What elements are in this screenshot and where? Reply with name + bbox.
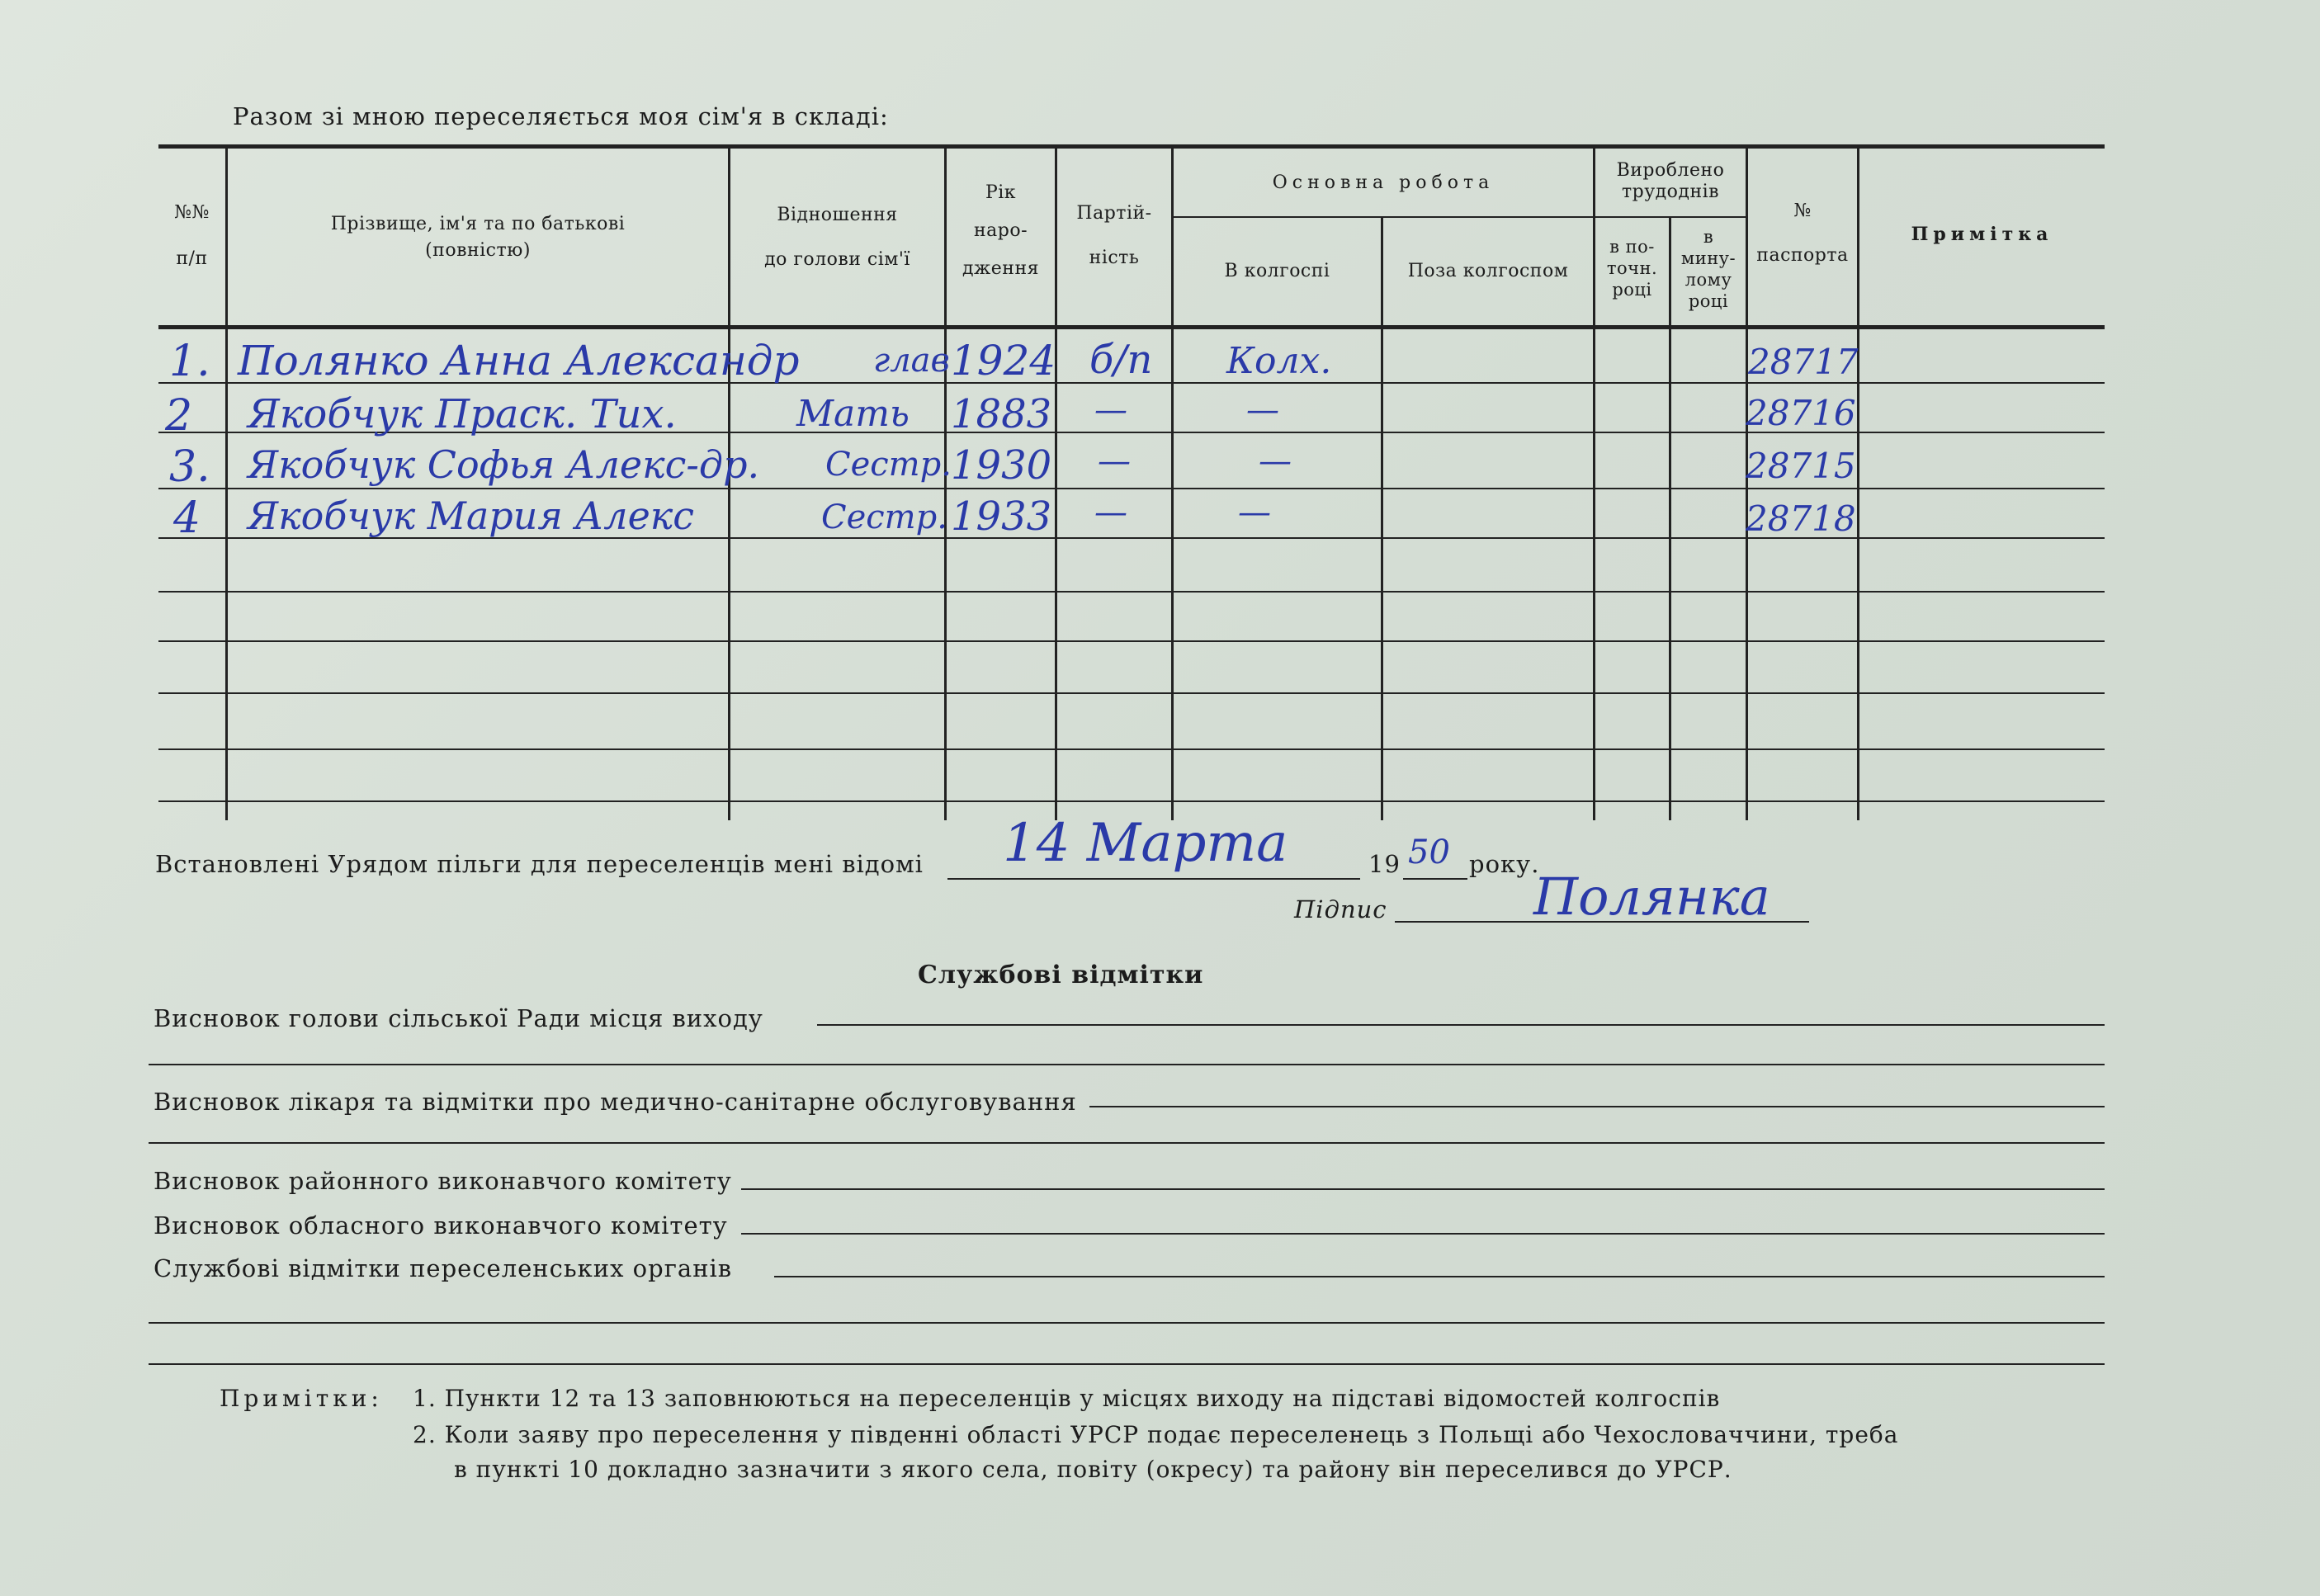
row-1-party: б/п bbox=[1089, 337, 1153, 383]
official-line-3-fill bbox=[741, 1188, 2105, 1190]
header-note: Примітка bbox=[1911, 224, 2053, 245]
row-line bbox=[158, 748, 2105, 750]
signature-handwritten: Полянка bbox=[1533, 866, 1770, 927]
official-line-2-fill bbox=[1089, 1106, 2105, 1107]
official-line-4-fill bbox=[741, 1233, 2105, 1235]
note-3: в пункті 10 докладно зазначити з якого села, повіту (окресу) та району він переселився до УРСР. bbox=[454, 1456, 1732, 1483]
row-3-kolhosp: — bbox=[1259, 442, 1292, 480]
header-workdays-current: в по- точн. році bbox=[1606, 237, 1658, 300]
row-2-kolhosp: — bbox=[1246, 391, 1279, 429]
signature-label: Підпис bbox=[1294, 895, 1387, 923]
year-prefix: 19 bbox=[1368, 850, 1401, 878]
row-1-passport: 28717 bbox=[1748, 342, 1859, 382]
col-line bbox=[1857, 147, 1859, 820]
row-3-year: 1930 bbox=[951, 442, 1052, 489]
row-2-name: Якобчук Праск. Тих. bbox=[248, 391, 677, 437]
row-2-relation: Мать bbox=[796, 393, 910, 435]
official-blank-line bbox=[149, 1322, 2105, 1324]
row-1-relation: глав bbox=[873, 342, 950, 380]
official-blank-line bbox=[149, 1064, 2105, 1065]
row-4-party: — bbox=[1094, 493, 1127, 531]
year-suffix-handwritten: 50 bbox=[1408, 833, 1450, 871]
header-workdays: Вироблено трудоднів bbox=[1616, 160, 1725, 202]
header-relation: Відношення до голови сім'ї bbox=[764, 205, 910, 270]
col-line bbox=[1171, 147, 1174, 820]
row-4-kolhosp: — bbox=[1238, 493, 1271, 531]
row-line bbox=[158, 640, 2105, 642]
official-line-2: Висновок лікаря та відмітки про медично-санітарне обслуговування bbox=[154, 1088, 1077, 1116]
row-line bbox=[158, 800, 2105, 802]
row-3-passport: 28715 bbox=[1746, 446, 1856, 486]
intro-text: Разом зі мною переселяється моя сім'я в складі: bbox=[233, 102, 889, 130]
row-3-party: — bbox=[1098, 442, 1131, 480]
row-3-number: 3. bbox=[169, 442, 210, 492]
row-4-number: 4 bbox=[173, 493, 201, 543]
row-line bbox=[158, 591, 2105, 593]
year-suffix-line bbox=[1403, 878, 1467, 880]
header-year: Рік наро- дження bbox=[962, 182, 1039, 279]
header-party: Партій- ність bbox=[1076, 203, 1152, 268]
row-3-name: Якобчук Софья Алекс-др. bbox=[248, 442, 760, 487]
row-line bbox=[158, 488, 2105, 489]
table-header-bottom-border bbox=[158, 325, 2105, 329]
row-4-year: 1933 bbox=[951, 493, 1052, 540]
header-work-outside: Поза колгоспом bbox=[1407, 261, 1569, 281]
benefits-date-line bbox=[947, 878, 1360, 880]
official-blank-line bbox=[149, 1363, 2105, 1365]
workdays-subheader-line bbox=[1594, 216, 1746, 218]
official-line-5: Службові відмітки переселенських органів bbox=[154, 1254, 733, 1282]
header-num: №№ п/п bbox=[174, 202, 210, 269]
row-2-year: 1883 bbox=[951, 391, 1052, 437]
official-line-4: Висновок обласного виконавчого комітету bbox=[154, 1211, 728, 1239]
header-workdays-past: в мину- лому році bbox=[1680, 227, 1736, 311]
header-work-in-kolhosp: В колгоспі bbox=[1224, 261, 1330, 281]
official-line-1: Висновок голови сільської Ради місця виходу bbox=[154, 1004, 763, 1032]
note-1: 1. Пункти 12 та 13 заповнюються на переселенців у місцях виходу на підставі відомостей колгоспів bbox=[413, 1385, 1721, 1412]
table-top-border bbox=[158, 144, 2105, 149]
header-main-work: Основна робота bbox=[1272, 172, 1495, 193]
row-3-relation: Сестр. bbox=[825, 446, 952, 484]
official-line-5-fill bbox=[774, 1276, 2105, 1277]
row-1-name: Полянко Анна Александр bbox=[238, 337, 800, 385]
row-2-number: 2 bbox=[165, 391, 193, 441]
official-marks-title: Службові відмітки bbox=[918, 961, 1204, 989]
official-line-1-fill bbox=[817, 1024, 2105, 1026]
row-1-kolhosp: Колх. bbox=[1226, 340, 1332, 382]
row-2-passport: 28716 bbox=[1746, 393, 1856, 433]
row-line bbox=[158, 692, 2105, 694]
work-subheader-line bbox=[1172, 216, 1593, 218]
row-1-year: 1924 bbox=[951, 337, 1056, 385]
benefits-label: Встановлені Урядом пільги для переселенців мені відомі bbox=[155, 850, 924, 878]
col-line bbox=[1381, 218, 1383, 820]
official-line-3: Висновок районного виконавчого комітету bbox=[154, 1167, 732, 1195]
official-blank-line bbox=[149, 1142, 2105, 1144]
header-name: Прізвище, ім'я та по батькові (повністю) bbox=[330, 214, 626, 261]
benefits-date-handwritten: 14 Марта bbox=[1003, 813, 1288, 874]
notes-label: Примітки: bbox=[220, 1385, 383, 1412]
header-passport: № паспорта bbox=[1756, 201, 1849, 266]
row-1-number: 1. bbox=[169, 337, 210, 386]
year-word: року. bbox=[1469, 850, 1540, 878]
note-2: 2. Коли заяву про переселення у південні області УРСР подає переселенець з Польщі або Чехословаччини, треба bbox=[413, 1421, 1899, 1448]
row-4-passport: 28718 bbox=[1746, 498, 1856, 539]
row-4-relation: Сестр. bbox=[821, 498, 947, 536]
row-2-party: — bbox=[1094, 391, 1127, 429]
row-4-name: Якобчук Мария Алекс bbox=[248, 493, 695, 538]
